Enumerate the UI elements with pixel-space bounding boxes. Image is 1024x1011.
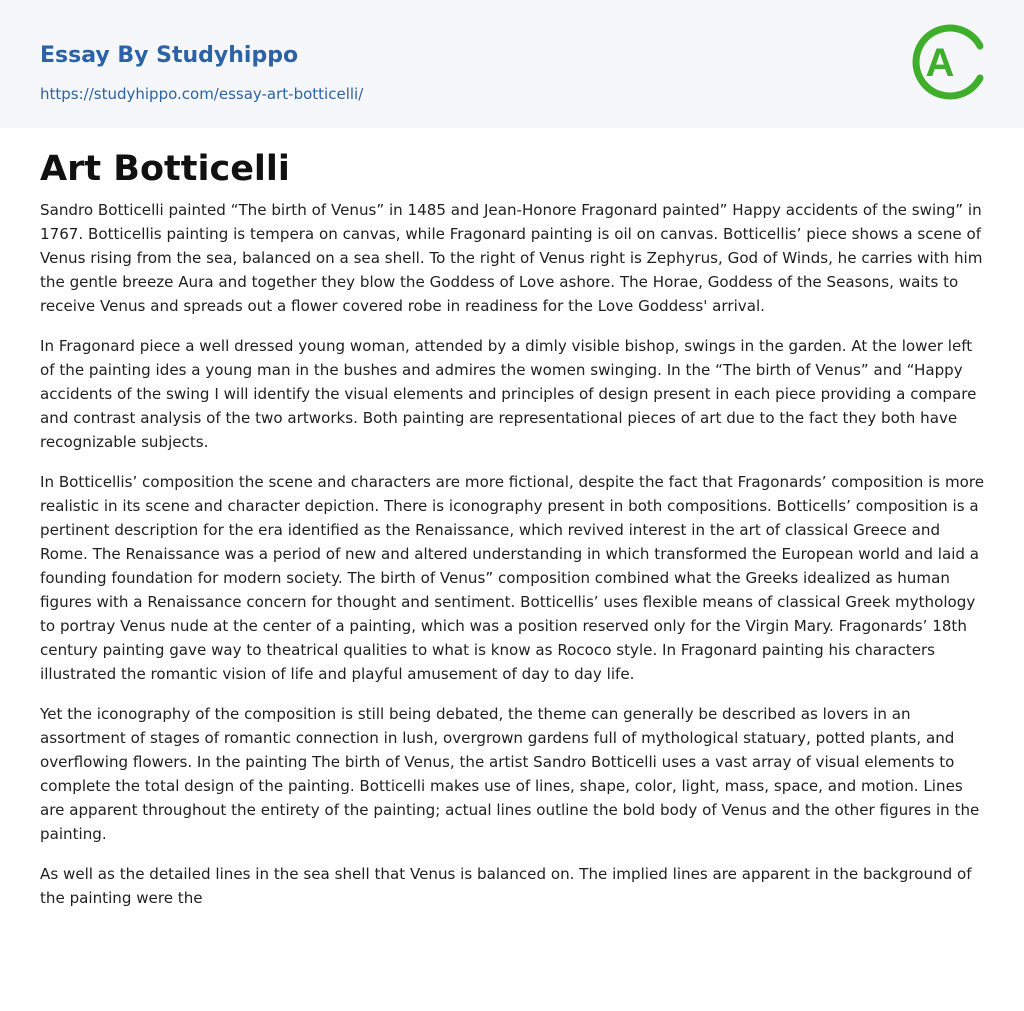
article-paragraph: Yet the iconography of the composition is still being debated, the theme can generally be described as lovers in an assortment of stages of romantic connection in lush, overgrown gardens full of mythological statuary, potted plants, and overflowing flowers. In the painting The birth of Venus, the artist Sandro Botticelli uses a vast array of visual elements to complete the total design of the painting. Botticelli makes use of lines, shape, color, light, mass, space, and motion. Lines are apparent throughout the entirety of the painting; actual lines outline the bold body of Venus and the other figures in the painting.	[40, 705, 980, 843]
logo-letter: A	[925, 41, 955, 85]
article-paragraph: As well as the detailed lines in the sea shell that Venus is balanced on. The implied lines are apparent in the background of the painting were the	[40, 865, 972, 907]
article-paragraph: In Fragonard piece a well dressed young woman, attended by a dimly visible bishop, swings in the garden. At the lower left of the painting ides a young man in the bushes and admires the women swinging. In the “The birth of Venus” and “Happy accidents of the swing I will identify the visual elements and principles of design present in each piece providing a compare and contrast analysis of the two artworks. Both painting are representational pieces of art due to the fact they both have recognizable subjects.	[40, 337, 977, 451]
studyhippo-logo-icon[interactable]	[910, 18, 988, 106]
article	[40, 146, 988, 926]
site-title[interactable]: Essay By Studyhippo	[40, 43, 299, 68]
source-url-link[interactable]: https://studyhippo.com/essay-art-botticelli/	[40, 85, 364, 103]
article-paragraph: In Botticellis’ composition the scene and characters are more fictional, despite the fact that Fragonards’ composition is more realistic in its scene and character depiction. There is iconography present in both compositions. Botticells’ composition is a pertinent description for the era identified as the Renaissance, which revived interest in the art of classical Greece and Rome. The Renaissance was a period of new and altered understanding in which transformed the European world and laid a founding foundation for modern society. The birth of Venus” composition combined what the Greeks idealized as human figures with a Renaissance concern for thought and sentiment. Botticellis’ uses flexible means of classical Greek mythology to portray Venus nude at the center of a painting, which was a position reserved only for the Virgin Mary. Fragonards’ 18th century painting gave way to theatrical qualities to what is know as Rococo style. In Fragonard painting his characters illustrated the romantic vision of life and playful amusement of day to day life.	[40, 473, 985, 683]
article-paragraph: Sandro Botticelli painted “The birth of Venus” in 1485 and Jean-Honore Fragonard painted” Happy accidents of the swing” in 1767. Botticellis painting is tempera on canvas, while Fragonard painting is oil on canvas. Botticellis’ piece shows a scene of Venus rising from the sea, balanced on a sea shell. To the right of Venus right is Zephyrus, God of Winds, he carries with him the gentle breeze Aura and together they blow the Goddess of Love ashore. The Horae, Goddess of the Seasons, waits to receive Venus and spreads out a flower covered robe in readiness for the Love Goddess' arrival.	[40, 201, 983, 315]
site-header	[0, 0, 1024, 128]
article-title: Art Botticelli	[40, 149, 290, 189]
